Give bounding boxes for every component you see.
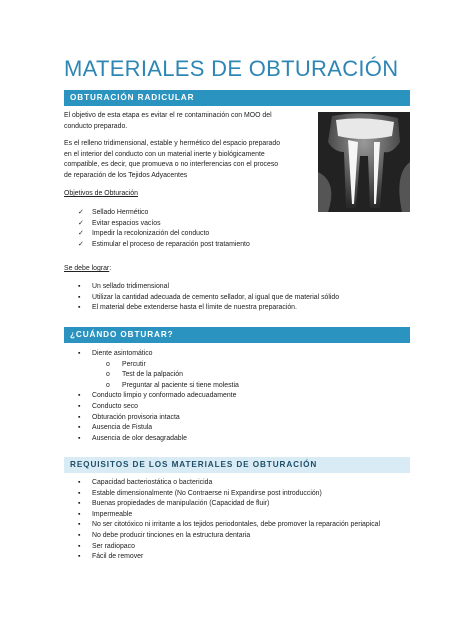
check-icon: ✓ — [78, 209, 84, 216]
list-item: ▪ No debe producir tinciones en la estructura dentaria — [64, 531, 380, 542]
definition-paragraph — [64, 139, 314, 181]
list-item: ▪ Estable dimensionalmente (No Contraerse ni Expandirse post introducción) — [64, 489, 380, 500]
list-item: ▪ Buenas propiedades de manipulación (Capacidad de fluir) — [64, 499, 380, 510]
list-item: ✓ Sellado Hermético — [64, 208, 250, 219]
intro-paragraph — [64, 111, 314, 132]
bullet-icon: ▪ — [78, 392, 81, 400]
bullet-icon: ▪ — [78, 304, 81, 312]
bullet-icon: ▪ — [78, 542, 81, 550]
dental-xray-image — [318, 112, 410, 212]
bullet-icon: ▪ — [78, 434, 81, 442]
definition-line: de reparación de los Tejidos Adyacentes — [64, 171, 188, 179]
section-heading-requisitos: REQUISITOS DE LOS MATERIALES DE OBTURACIÓN — [64, 457, 410, 473]
list-item: ▪ El material debe extenderse hasta el límite de nuestra preparación. — [64, 303, 339, 314]
list-item: ▪ Ser radiopaco — [64, 542, 380, 553]
list-item: ▪ Utilizar la cantidad adecuada de cemento sellador, al igual que de material sólido — [64, 293, 339, 304]
bullet-icon: ▪ — [78, 553, 81, 561]
section-heading-obturacion-radicular: OBTURACIÓN RADICULAR — [64, 90, 410, 106]
circle-bullet-icon: o — [106, 360, 110, 368]
list-item: ✓ Impedir la recolonización del conducto — [64, 229, 250, 240]
objetivos-list — [64, 208, 250, 250]
list-item: ▪ Ausencia de Fistula — [64, 423, 239, 434]
bullet-icon: ▪ — [78, 350, 81, 357]
list-item: ▪ No ser citotóxico ni irritante a los tejidos periodontales, debe promover la reparación periapical — [64, 520, 380, 531]
list-item: ▪ Conducto seco — [64, 402, 239, 413]
bullet-icon: ▪ — [78, 531, 81, 539]
sub-list-item: o Test de la palpación — [64, 370, 239, 381]
bullet-icon: ▪ — [78, 510, 81, 518]
definition-line: compatible, es decir, que promueva o no interferencias con el proceso — [64, 161, 279, 169]
bullet-icon: ▪ — [78, 413, 81, 421]
definition-line: Es el relleno tridimensional, estable y hermético del espacio preparado — [64, 140, 281, 147]
list-item: ▪ Ausencia de olor desagradable — [64, 434, 239, 445]
circle-bullet-icon: o — [106, 371, 110, 379]
check-icon: ✓ — [78, 240, 84, 248]
list-item: ✓ Estimular el proceso de reparación post tratamiento — [64, 240, 250, 251]
circle-bullet-icon: o — [106, 381, 110, 389]
intro-line: El objetivo de esta etapa es evitar el re contaminación con MOO del — [64, 112, 272, 119]
bullet-icon: ▪ — [78, 293, 81, 301]
requisitos-list — [64, 478, 380, 563]
list-item: ▪ Obturación provisoria intacta — [64, 413, 239, 424]
lograr-heading: Se debe lograr: — [64, 265, 112, 272]
list-item: ▪ Capacidad bacteriostática o bactericida — [64, 478, 380, 489]
bullet-icon: ▪ — [78, 283, 81, 290]
section-heading-cuando-obturar: ¿CUÁNDO OBTURAR? — [64, 327, 410, 343]
list-item: ▪ Fácil de remover — [64, 552, 380, 563]
bullet-icon: ▪ — [78, 479, 81, 486]
cuando-list — [64, 349, 239, 444]
list-item: ▪ Diente asintomático — [64, 349, 239, 360]
list-item: ▪ Conducto limpio y conformado adecuadamente — [64, 391, 239, 402]
xray-illustration — [318, 112, 410, 212]
bullet-icon: ▪ — [78, 521, 81, 529]
objetivos-heading: Objetivos de Obturación — [64, 190, 138, 197]
intro-line: conducto preparado. — [64, 122, 128, 130]
page-title: MATERIALES DE OBTURACIÓN — [64, 56, 399, 81]
list-item: ✓ Evitar espacios vacíos — [64, 219, 250, 230]
definition-line: en el interior del conducto con un material inerte y biológicamente — [64, 150, 265, 158]
lograr-list — [64, 282, 339, 314]
check-icon: ✓ — [78, 230, 84, 238]
sub-list-item: o Preguntar al paciente si tiene molestia — [64, 381, 239, 392]
bullet-icon: ▪ — [78, 402, 81, 410]
bullet-icon: ▪ — [78, 489, 81, 497]
bullet-icon: ▪ — [78, 424, 81, 432]
check-icon: ✓ — [78, 219, 84, 227]
sub-list-item: o Percutir — [64, 360, 239, 371]
list-item: ▪ Impermeable — [64, 510, 380, 521]
list-item: ▪ Un sellado tridimensional — [64, 282, 339, 293]
bullet-icon: ▪ — [78, 500, 81, 508]
